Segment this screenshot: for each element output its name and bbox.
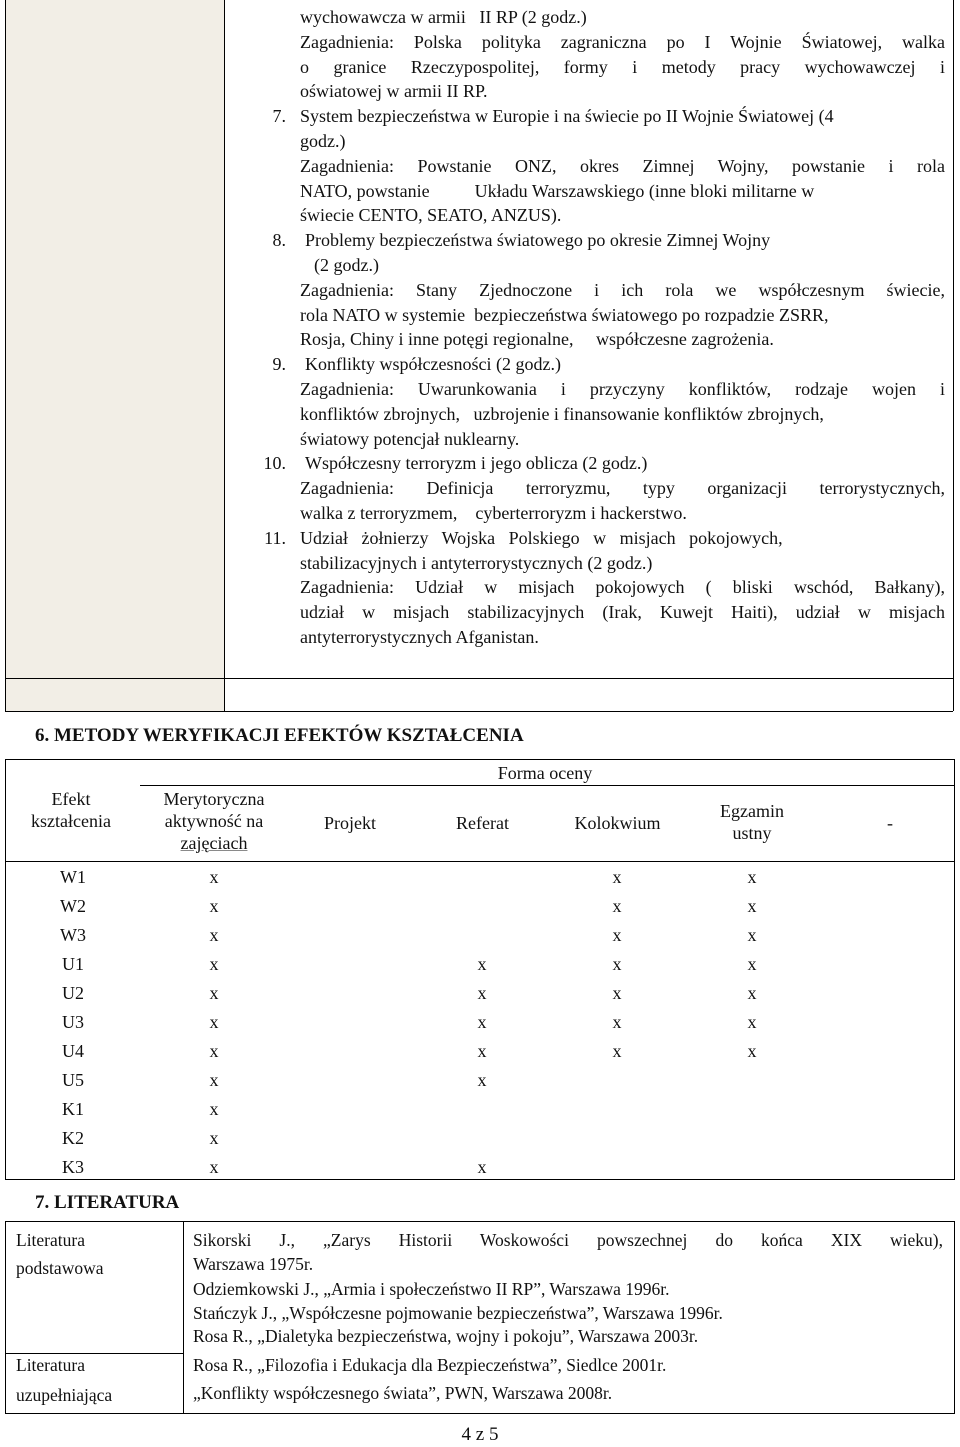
row-6-mark-4: x [747,1041,757,1061]
item-8-title-line-2: (2 godz.) [314,254,379,275]
row-4-mark-2: x [477,983,487,1003]
row-6-mark-3: x [612,1041,622,1061]
item-11-topics-line-3: antyterrorystycznych Afganistan. [300,626,539,647]
bottom-left-empty-cell [5,678,225,712]
section-6-heading: 6. METODY WERYFIKACJI EFEKTÓW KSZTAŁCENIA [35,725,524,746]
literature-column-divider [183,1221,184,1413]
program-content [263,5,945,650]
literature-basic-item-1-line-2: Warszawa 1975r. [193,1253,314,1274]
item-7-number: 7. [272,106,286,127]
item-11-topics-line-2: udział w misjach stabilizacyjnych (Irak, Kuwejt Haiti), udział w misjach [300,602,945,623]
egzamin-header-line-1: Egzamin [720,801,784,821]
item-9-title: Konflikty współczesności (2 godz.) [305,354,561,375]
item-8 [272,228,945,253]
row-4-mark-0: x [209,983,219,1003]
row-5-mark-0: x [209,1012,219,1032]
literature-basic-list [193,1229,943,1349]
row-5-mark-4: x [747,1012,757,1032]
efekt-header-line-1: Efekt [51,789,91,809]
item-8-topics-line-1: Zagadnienia: Stany Zjednoczone i ich rola we współczesnym świecie, [300,279,945,300]
right-column-border [953,0,954,711]
item-8-topics-line-2: rola NATO w systemie bezpieczeństwa światowego po rozpadzie ZSRR, [300,304,829,325]
merytoryczna-header-line-3: zajęciach [180,833,248,853]
literature-extra-item-2: „Konflikty współczesnego świata”, PWN, Warszawa 2008r. [193,1382,613,1403]
merytoryczna-header-line-2: aktywność na [164,811,264,831]
item-10 [263,451,945,476]
literature-basic-item-3: Stańczyk J., „Współczesne pojmowanie bezpieczeństwa”, Warszawa 1996r. [193,1302,723,1323]
row-9-mark-0: x [209,1128,219,1148]
literature-extra-list [193,1354,943,1405]
forma-oceny-divider [140,785,954,786]
row-2-mark-0: x [209,925,219,945]
item-8-topics-line-3: Rosja, Chiny i inne potęgi regionalne, współczesne zagrożenia. [300,329,774,350]
item-11-topics-line-1: Zagadnienia: Udział w misjach pokojowych ( bliski wschód, Bałkany), [300,577,945,598]
row-label-8: K1 [62,1099,84,1119]
item-7-title-line-1: System bezpieczeństwa w Europie i na świecie po II Wojnie Światowej (4 [300,106,834,127]
item-9-topics-line-2: konfliktów zbrojnych, uzbrojenie i finansowanie konfliktów zbrojnych, [300,403,824,424]
row-10-mark-0: x [209,1157,219,1177]
row-2-mark-4: x [747,925,757,945]
item-6-topics-line-2: o granice Rzeczypospolitej, formy i metody pracy wychowawczej i [300,56,945,77]
row-0-mark-4: x [747,867,757,887]
page-number: 4 z 5 [461,1424,499,1445]
item-11-title-line-1: Udział żołnierzy Wojska Polskiego w misjach pokojowych, [300,527,783,548]
item-8-number: 8. [272,230,286,251]
row-0-mark-3: x [612,867,622,887]
row-5-mark-2: x [477,1012,487,1032]
row-label-9: K2 [62,1128,84,1148]
row-5-mark-3: x [612,1012,622,1032]
row-6-mark-0: x [209,1041,219,1061]
item-9-topics-line-3: światowy potencjał nuklearny. [300,428,520,449]
row-4-mark-4: x [747,983,757,1003]
literature-basic-item-4: Rosa R., „Dialetyka bezpieczeństwa, wojny i pokoju”, Warszawa 2003r. [193,1326,699,1346]
item-10-number: 10. [263,453,286,474]
row-7-mark-0: x [209,1070,219,1090]
item-7-title-line-2: godz.) [300,130,346,151]
item-10-topics-line-2: walka z terroryzmem, cyberterroryzm i hackerstwo. [300,502,687,523]
row-3-mark-4: x [747,954,757,974]
forma-oceny-header: Forma oceny [497,763,593,783]
item-6-continuation: wychowawcza w armii II RP (2 godz.) [300,7,587,27]
row-label-6: U4 [62,1041,84,1061]
row-1-mark-0: x [209,896,219,916]
item-10-topics-line-1: Zagadnienia: Definicja terroryzmu, typy organizacji terrorystycznych, [300,478,945,499]
item-8-title-line-1: Problemy bezpieczeństwa światowego po okresie Zimnej Wojny [305,230,771,251]
dash-header: - [887,813,893,833]
row-10-mark-2: x [477,1157,487,1177]
literature-extra-item-1: Rosa R., „Filozofia i Edukacja dla Bezpieczeństwa”, Siedlce 2001r. [193,1355,667,1375]
item-9-number: 9. [272,354,286,375]
row-7-mark-2: x [477,1070,487,1090]
efekt-header-line-2: kształcenia [31,811,111,831]
item-7-topics-line-2: NATO, powstanie Układu Warszawskiego (inne bloki militarne w [300,180,815,201]
row-4-mark-3: x [612,983,622,1003]
item-7 [272,104,945,129]
item-10-title: Współczesny terroryzm i jego oblicza (2 godz.) [305,453,648,474]
row-2-mark-3: x [612,925,622,945]
literature-basic-item-1-line-1: Sikorski J., „Zarys Historii Woskowości powszechnej do końca XIX wieku), [193,1230,943,1250]
literature-extra-label-line-2: uzupełniająca [16,1384,113,1405]
left-column-cell [5,0,225,678]
row-label-3: U1 [62,954,84,974]
item-7-topics-line-1: Zagadnienia: Powstanie ONZ, okres Zimnej Wojny, powstanie i rola [300,155,945,176]
row-label-10: K3 [62,1157,84,1177]
literature-extra-label [16,1354,112,1407]
literature-basic-label-line-1: Literatura [16,1230,85,1250]
merytoryczna-header [140,788,288,854]
literature-basic-label [16,1229,103,1280]
egzamin-header [693,800,811,844]
row-label-2: W3 [60,925,86,945]
item-9-topics-line-1: Zagadnienia: Uwarunkowania i przyczyny konfliktów, rodzaje wojen i [300,378,945,399]
row-label-4: U2 [62,983,84,1003]
row-3-mark-0: x [209,954,219,974]
row-3-mark-2: x [477,954,487,974]
item-9 [272,352,945,377]
egzamin-header-line-2: ustny [732,823,772,843]
row-1-mark-4: x [747,896,757,916]
literature-basic-item-2: Odziemkowski J., „Armia i społeczeństwo II RP”, Warszawa 1996r. [193,1279,670,1299]
row-label-7: U5 [62,1070,84,1090]
row-6-mark-2: x [477,1041,487,1061]
row-label-1: W2 [60,896,86,916]
row-label-0: W1 [60,867,86,887]
efekt-header [8,788,134,832]
kolokwium-header: Kolokwium [574,813,661,833]
item-11 [264,526,945,551]
item-11-number: 11. [264,527,286,548]
row-3-mark-3: x [612,954,622,974]
literature-basic-label-line-2: podstawowa [16,1257,104,1278]
item-7-topics-line-3: świecie CENTO, SEATO, ANZUS). [300,205,562,226]
item-6-topics-line-1: Zagadnienia: Polska polityka zagraniczna po I Wojnie Światowej, walka [300,31,945,52]
row-8-mark-0: x [209,1099,219,1119]
merytoryczna-header-line-1: Merytoryczna [163,789,265,809]
referat-header: Referat [456,813,509,833]
header-divider [5,861,954,862]
row-label-5: U3 [62,1012,84,1032]
literature-extra-label-line-1: Literatura [16,1355,85,1375]
item-11-title-line-2: stabilizacyjnych i antyterrorystycznych (2 godz.) [300,552,653,573]
row-1-mark-3: x [612,896,622,916]
projekt-header: Projekt [324,813,376,833]
item-6-topics-line-3: oświatowej w armii II RP. [300,81,488,102]
section-7-heading: 7. LITERATURA [35,1192,180,1213]
bottom-right-empty-cell [224,678,953,712]
row-0-mark-0: x [209,867,219,887]
